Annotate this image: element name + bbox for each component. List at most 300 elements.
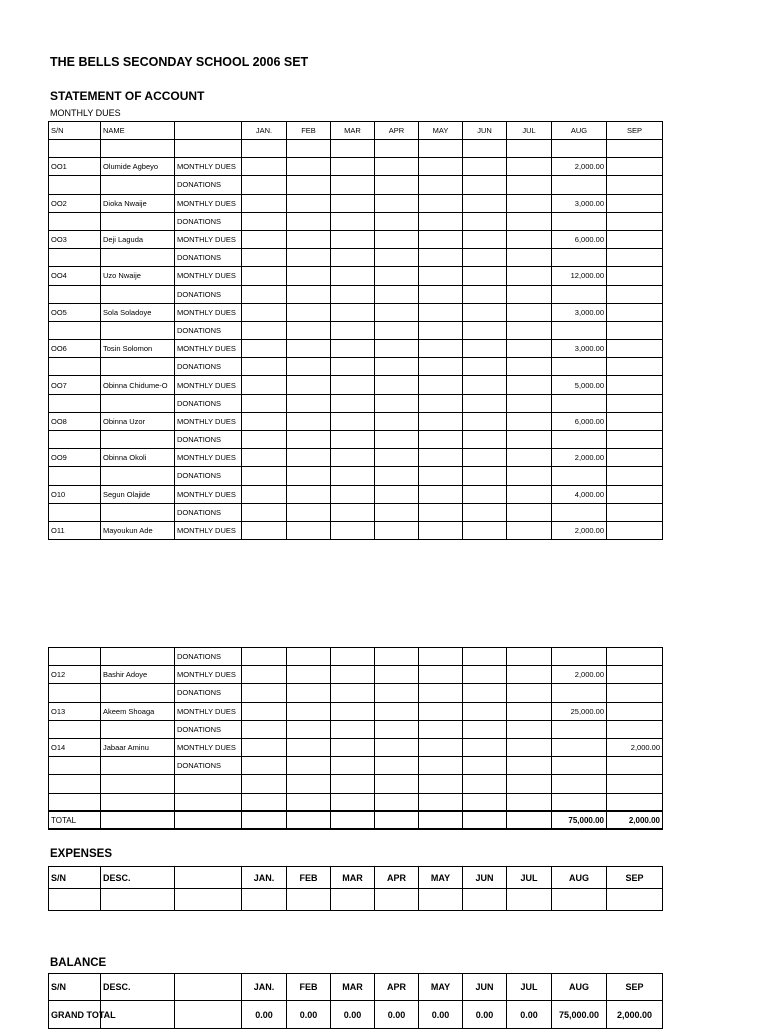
dues-table-page-1 xyxy=(48,121,663,540)
table-cell xyxy=(287,212,331,230)
table-cell xyxy=(507,467,552,485)
table-cell: OO6 xyxy=(49,340,101,358)
table-cell xyxy=(287,467,331,485)
table-cell xyxy=(607,702,663,720)
table-cell xyxy=(287,431,331,449)
table-cell xyxy=(49,140,101,158)
table-cell xyxy=(242,503,287,521)
table-cell xyxy=(287,340,331,358)
table-cell xyxy=(463,230,507,248)
table-cell: MAY xyxy=(419,867,463,889)
table-cell: Uzo Nwaije xyxy=(101,267,175,285)
table-row xyxy=(49,521,663,539)
table-cell xyxy=(507,176,552,194)
table-cell: DONATIONS xyxy=(175,176,242,194)
table-cell xyxy=(419,666,463,684)
table-cell xyxy=(101,176,175,194)
table-cell xyxy=(287,158,331,176)
table-cell: OO3 xyxy=(49,230,101,248)
table-row xyxy=(49,467,663,485)
table-cell: MAR xyxy=(331,122,375,140)
table-cell xyxy=(331,176,375,194)
table-cell xyxy=(49,775,101,793)
table-cell xyxy=(242,340,287,358)
table-cell xyxy=(419,431,463,449)
table-cell xyxy=(419,449,463,467)
table-cell: 25,000.00 xyxy=(552,702,607,720)
table-cell xyxy=(287,194,331,212)
table-cell xyxy=(175,867,242,889)
table-cell xyxy=(175,889,242,911)
table-cell xyxy=(419,412,463,430)
table-cell xyxy=(419,249,463,267)
table-row xyxy=(49,702,663,720)
table-cell: 0.00 xyxy=(419,1001,463,1029)
table-cell xyxy=(242,702,287,720)
table-row xyxy=(49,720,663,738)
table-cell xyxy=(375,757,419,775)
table-cell: OO9 xyxy=(49,449,101,467)
table-cell: MONTHLY DUES xyxy=(175,158,242,176)
table-cell xyxy=(242,666,287,684)
table-cell: TOTAL xyxy=(49,811,101,829)
table-row xyxy=(49,285,663,303)
table-cell: 0.00 xyxy=(375,1001,419,1029)
table-cell xyxy=(101,775,175,793)
table-cell: DONATIONS xyxy=(175,431,242,449)
table-cell xyxy=(375,412,419,430)
table-cell xyxy=(507,376,552,394)
table-cell xyxy=(607,340,663,358)
table-cell: JAN. xyxy=(242,122,287,140)
table-cell xyxy=(287,249,331,267)
table-cell: Akeem Shoaga xyxy=(101,702,175,720)
table-cell: OO2 xyxy=(49,194,101,212)
table-cell xyxy=(552,503,607,521)
table-cell xyxy=(375,249,419,267)
table-cell xyxy=(242,376,287,394)
table-cell: APR xyxy=(375,122,419,140)
table-cell xyxy=(49,889,101,911)
table-cell: DONATIONS xyxy=(175,757,242,775)
table-cell xyxy=(463,485,507,503)
table-cell xyxy=(419,176,463,194)
table-cell xyxy=(607,793,663,811)
table-cell xyxy=(375,702,419,720)
table-row xyxy=(49,412,663,430)
table-cell xyxy=(175,140,242,158)
table-cell xyxy=(419,467,463,485)
table-cell xyxy=(419,321,463,339)
table-cell xyxy=(331,230,375,248)
table-cell: MAY xyxy=(419,122,463,140)
table-cell xyxy=(242,793,287,811)
table-cell xyxy=(507,267,552,285)
table-cell xyxy=(507,194,552,212)
table-cell xyxy=(287,285,331,303)
table-cell xyxy=(607,431,663,449)
table-cell xyxy=(331,648,375,666)
table-cell xyxy=(331,267,375,285)
table-cell: JAN. xyxy=(242,867,287,889)
table-cell: FEB xyxy=(287,867,331,889)
table-cell: AUG xyxy=(552,122,607,140)
table-cell: DONATIONS xyxy=(175,467,242,485)
table-cell xyxy=(49,431,101,449)
table-cell: MAR xyxy=(331,867,375,889)
table-cell xyxy=(552,176,607,194)
table-cell: DONATIONS xyxy=(175,648,242,666)
statement-heading: STATEMENT OF ACCOUNT xyxy=(50,89,205,103)
table-cell xyxy=(419,267,463,285)
table-cell: 75,000.00 xyxy=(552,1001,607,1029)
table-cell xyxy=(331,738,375,756)
table-cell xyxy=(331,285,375,303)
table-cell xyxy=(331,757,375,775)
table-cell: JUN xyxy=(463,122,507,140)
table-cell xyxy=(552,889,607,911)
table-cell xyxy=(552,212,607,230)
table-cell xyxy=(287,757,331,775)
balance-header-row xyxy=(49,974,663,1001)
table-cell xyxy=(175,775,242,793)
table-cell xyxy=(463,249,507,267)
table-row xyxy=(49,358,663,376)
table-cell xyxy=(463,666,507,684)
table-cell xyxy=(331,394,375,412)
table-cell: AUG xyxy=(552,867,607,889)
table-cell xyxy=(463,811,507,829)
table-cell: 2,000.00 xyxy=(607,1001,663,1029)
table-cell: OO7 xyxy=(49,376,101,394)
table-cell xyxy=(507,757,552,775)
table-row xyxy=(49,503,663,521)
table-cell xyxy=(507,720,552,738)
table-cell xyxy=(507,702,552,720)
table-cell xyxy=(419,485,463,503)
table-cell: Tosin Solomon xyxy=(101,340,175,358)
table-cell: MONTHLY DUES xyxy=(175,449,242,467)
table-row xyxy=(49,176,663,194)
table-cell xyxy=(607,521,663,539)
table-cell xyxy=(607,394,663,412)
table-cell xyxy=(375,811,419,829)
table-cell xyxy=(331,358,375,376)
table-cell xyxy=(463,267,507,285)
table-cell xyxy=(375,194,419,212)
table-cell xyxy=(419,194,463,212)
table-cell xyxy=(507,738,552,756)
table-cell xyxy=(331,521,375,539)
table-cell xyxy=(607,194,663,212)
table-cell xyxy=(463,521,507,539)
table-cell xyxy=(287,412,331,430)
table-cell xyxy=(375,684,419,702)
table-cell xyxy=(242,249,287,267)
table-cell: SEP xyxy=(607,867,663,889)
table-cell: O12 xyxy=(49,666,101,684)
table-cell: MONTHLY DUES xyxy=(175,702,242,720)
table-cell xyxy=(507,449,552,467)
table-cell xyxy=(287,503,331,521)
table-cell xyxy=(607,485,663,503)
table-cell: 0.00 xyxy=(463,1001,507,1029)
table-cell xyxy=(375,485,419,503)
table-cell xyxy=(507,666,552,684)
table-cell: O10 xyxy=(49,485,101,503)
table-cell xyxy=(552,648,607,666)
table-cell xyxy=(507,412,552,430)
table-cell xyxy=(331,793,375,811)
table-cell: Deji Laguda xyxy=(101,230,175,248)
table-cell xyxy=(507,358,552,376)
table-cell: Dioka Nwaije xyxy=(101,194,175,212)
table-cell xyxy=(242,158,287,176)
table-cell xyxy=(242,358,287,376)
table-cell xyxy=(375,340,419,358)
table-cell: Segun Olajide xyxy=(101,485,175,503)
table-cell xyxy=(463,702,507,720)
table-cell xyxy=(463,376,507,394)
table-cell xyxy=(419,212,463,230)
table-cell xyxy=(101,684,175,702)
table-cell xyxy=(463,321,507,339)
table-cell xyxy=(607,684,663,702)
table-cell xyxy=(607,358,663,376)
table-cell: 2,000.00 xyxy=(552,666,607,684)
table-cell: DONATIONS xyxy=(175,285,242,303)
table-row xyxy=(49,738,663,756)
table-cell: JUL xyxy=(507,122,552,140)
table-cell xyxy=(287,720,331,738)
table-cell xyxy=(507,793,552,811)
table-cell xyxy=(175,811,242,829)
table-row xyxy=(49,449,663,467)
table-cell xyxy=(287,684,331,702)
table-cell xyxy=(331,702,375,720)
table-row xyxy=(49,267,663,285)
table-cell: FEB xyxy=(287,122,331,140)
table-cell xyxy=(375,212,419,230)
table-cell xyxy=(287,358,331,376)
table-cell xyxy=(375,738,419,756)
table-cell xyxy=(607,267,663,285)
table-cell: DONATIONS xyxy=(175,720,242,738)
table-cell xyxy=(552,431,607,449)
total-row xyxy=(49,811,663,829)
table-cell xyxy=(463,793,507,811)
table-cell xyxy=(552,358,607,376)
table-cell: S/N xyxy=(49,867,101,889)
table-cell xyxy=(507,140,552,158)
table-cell xyxy=(331,684,375,702)
table-cell: JUN xyxy=(463,974,507,1001)
table-cell: 12,000.00 xyxy=(552,267,607,285)
table-cell: AUG xyxy=(552,974,607,1001)
table-cell xyxy=(463,158,507,176)
table-cell xyxy=(607,249,663,267)
dues-table-page-2 xyxy=(48,647,663,830)
table-cell xyxy=(552,684,607,702)
table-cell xyxy=(463,889,507,911)
table-cell xyxy=(331,412,375,430)
table-cell xyxy=(242,321,287,339)
table-cell xyxy=(552,720,607,738)
table-cell xyxy=(331,321,375,339)
table-cell xyxy=(242,521,287,539)
balance-table xyxy=(48,973,663,1029)
table-row xyxy=(49,394,663,412)
table-cell: 6,000.00 xyxy=(552,412,607,430)
table-cell xyxy=(607,285,663,303)
table-cell xyxy=(507,394,552,412)
table-row xyxy=(49,757,663,775)
table-cell xyxy=(375,140,419,158)
table-cell: DONATIONS xyxy=(175,249,242,267)
table-cell: 5,000.00 xyxy=(552,376,607,394)
table-cell xyxy=(287,394,331,412)
table-cell xyxy=(242,412,287,430)
table-cell xyxy=(331,449,375,467)
table-cell xyxy=(49,176,101,194)
table-cell xyxy=(375,467,419,485)
table-cell xyxy=(242,140,287,158)
table-cell xyxy=(331,431,375,449)
table-cell: 3,000.00 xyxy=(552,340,607,358)
table-row xyxy=(49,793,663,811)
table-cell xyxy=(419,230,463,248)
table-cell xyxy=(463,449,507,467)
table-cell xyxy=(507,212,552,230)
table-cell xyxy=(287,230,331,248)
table-cell xyxy=(507,485,552,503)
expenses-header-row xyxy=(49,867,663,889)
table-cell: OO5 xyxy=(49,303,101,321)
table-cell: MONTHLY DUES xyxy=(175,485,242,503)
table-cell: 6,000.00 xyxy=(552,230,607,248)
table-cell xyxy=(607,230,663,248)
table-row xyxy=(49,249,663,267)
table-cell: SEP xyxy=(607,122,663,140)
table-cell xyxy=(331,889,375,911)
table-cell: Obinna Okoli xyxy=(101,449,175,467)
table-cell xyxy=(463,303,507,321)
table-cell xyxy=(331,194,375,212)
table-cell: 0.00 xyxy=(287,1001,331,1029)
table-cell: NAME xyxy=(101,122,175,140)
table-cell xyxy=(507,811,552,829)
table-cell xyxy=(419,648,463,666)
table-cell xyxy=(49,394,101,412)
table-cell: DONATIONS xyxy=(175,394,242,412)
table-cell xyxy=(607,449,663,467)
table-cell: 0.00 xyxy=(331,1001,375,1029)
table-cell xyxy=(287,176,331,194)
table-cell xyxy=(175,793,242,811)
table-cell xyxy=(287,811,331,829)
table-cell xyxy=(331,775,375,793)
table-cell xyxy=(375,394,419,412)
table-cell xyxy=(375,376,419,394)
table-cell xyxy=(463,340,507,358)
table-cell xyxy=(419,158,463,176)
table-cell xyxy=(242,285,287,303)
table-cell: MONTHLY DUES xyxy=(175,666,242,684)
table-cell xyxy=(375,431,419,449)
table-cell xyxy=(101,648,175,666)
table-cell xyxy=(242,485,287,503)
table-cell xyxy=(242,648,287,666)
table-cell xyxy=(552,793,607,811)
table-cell: OO1 xyxy=(49,158,101,176)
table-cell xyxy=(463,775,507,793)
table-row xyxy=(49,684,663,702)
table-cell xyxy=(49,358,101,376)
table-cell xyxy=(375,793,419,811)
table-cell xyxy=(375,267,419,285)
table-cell xyxy=(552,467,607,485)
table-cell xyxy=(419,738,463,756)
table-cell: MONTHLY DUES xyxy=(175,194,242,212)
table-cell: Bashir Adoye xyxy=(101,666,175,684)
table-cell xyxy=(463,358,507,376)
table-cell xyxy=(463,720,507,738)
table-cell xyxy=(507,775,552,793)
table-cell xyxy=(375,775,419,793)
table-cell xyxy=(101,249,175,267)
table-cell xyxy=(101,285,175,303)
table-cell xyxy=(49,321,101,339)
table-cell: JUL xyxy=(507,974,552,1001)
table-cell xyxy=(419,521,463,539)
table-cell xyxy=(287,140,331,158)
table-cell: DESC. xyxy=(101,974,175,1001)
table-cell xyxy=(419,775,463,793)
table-cell xyxy=(507,285,552,303)
table-cell xyxy=(242,720,287,738)
table-cell xyxy=(49,212,101,230)
table-cell xyxy=(287,521,331,539)
table-cell xyxy=(552,249,607,267)
table-cell xyxy=(331,666,375,684)
table-cell xyxy=(101,889,175,911)
table-cell xyxy=(375,321,419,339)
table-cell xyxy=(419,140,463,158)
table-cell: DONATIONS xyxy=(175,503,242,521)
table-cell: Mayoukun Ade xyxy=(101,521,175,539)
table-cell: Olumide Agbeyo xyxy=(101,158,175,176)
table-cell xyxy=(552,140,607,158)
table-cell xyxy=(331,212,375,230)
table-cell xyxy=(331,485,375,503)
grand-total-row xyxy=(49,1001,663,1029)
table-cell: O13 xyxy=(49,702,101,720)
document-title: THE BELLS SECONDAY SCHOOL 2006 SET xyxy=(50,55,309,69)
table-cell xyxy=(419,503,463,521)
table-cell xyxy=(552,757,607,775)
table-cell xyxy=(375,720,419,738)
table-cell xyxy=(242,775,287,793)
table-cell xyxy=(463,738,507,756)
table-row xyxy=(49,431,663,449)
table-cell: DONATIONS xyxy=(175,212,242,230)
table-cell: JUN xyxy=(463,867,507,889)
table-cell xyxy=(607,720,663,738)
table-cell xyxy=(242,738,287,756)
table-cell xyxy=(607,666,663,684)
table-cell: OO8 xyxy=(49,412,101,430)
table-cell xyxy=(375,158,419,176)
